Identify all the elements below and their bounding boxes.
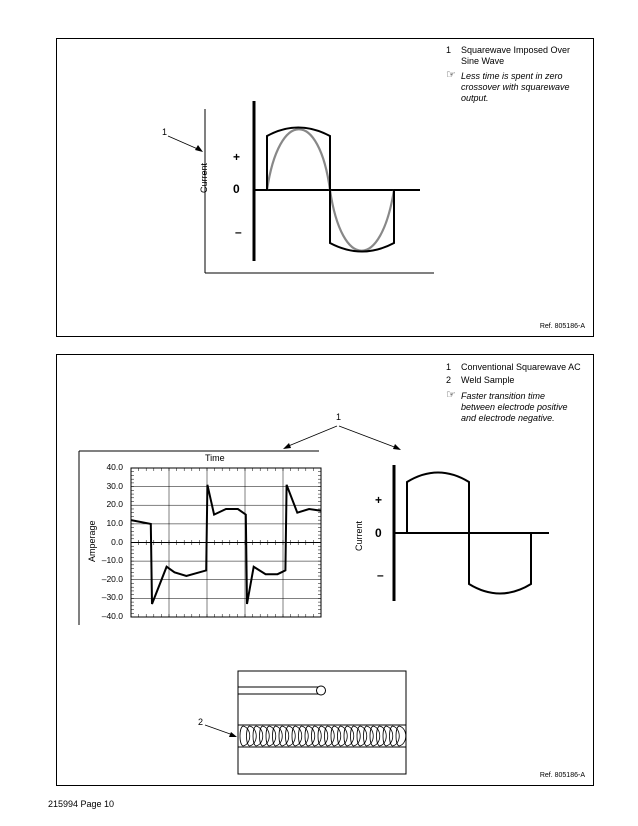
legend-item-number: 1 — [446, 362, 452, 372]
callout-number: 1 — [162, 127, 168, 137]
callout-number-2: 2 — [198, 717, 204, 727]
legend-item-text: Weld Sample — [461, 375, 515, 385]
callout-arrowhead — [195, 145, 203, 152]
note-hand-icon: ☞ — [446, 389, 456, 401]
legend-item-number: 1 — [446, 45, 452, 55]
callout-arrowhead-left — [283, 443, 291, 449]
minus-label: – — [235, 225, 242, 239]
scope-ticks — [131, 468, 321, 617]
y-tick-label: 10.0 — [106, 517, 123, 528]
panel-squarewave-over-sine — [56, 38, 594, 337]
page-footer: 215994 Page 10 — [48, 799, 115, 809]
note-text: Faster transition time between electrode positive and electrode negative. — [461, 391, 568, 423]
y-tick-label: 20.0 — [106, 499, 123, 510]
electrode-tip — [317, 686, 326, 695]
y-tick-label: 0.0 — [111, 536, 123, 547]
reference-number: Ref. 805186-A — [539, 772, 585, 779]
scope-waveform — [131, 485, 321, 604]
callout-arrowhead-right — [393, 444, 401, 450]
reference-number: Ref. 805186-A — [539, 323, 585, 330]
note-text: Less time is spent in zero crossover with squarewave output. — [461, 71, 570, 103]
minus-label: – — [377, 568, 384, 582]
callout-arrow-left — [286, 426, 337, 447]
weld-ripple — [240, 726, 250, 746]
scope-waveform-line — [131, 485, 321, 604]
y-tick-label: –40.0 — [101, 611, 123, 621]
callout-arrow-right — [339, 426, 397, 448]
plus-label: + — [375, 493, 383, 507]
legend-item-text: Squarewave Imposed Over Sine Wave — [461, 45, 571, 66]
zero-label: 0 — [375, 526, 382, 540]
plus-label: + — [233, 150, 241, 164]
weld-bead-ripples — [240, 726, 406, 746]
y-tick-label: 30.0 — [106, 480, 123, 491]
chart-title: Time — [205, 453, 225, 463]
current-axis-label: Current — [199, 162, 209, 193]
callout-arrow — [168, 136, 200, 150]
panel-conventional-squarewave — [56, 354, 594, 786]
legend-item-text: Conventional Squarewave AC — [461, 362, 581, 372]
callout-number-1: 1 — [336, 412, 342, 422]
callout-arrow-2 — [205, 725, 233, 735]
panel2-diagrams — [57, 355, 593, 785]
y-tick-label: –10.0 — [101, 555, 123, 566]
panel1-diagram — [57, 39, 593, 336]
y-tick-label: 40.0 — [106, 462, 123, 472]
zero-label: 0 — [233, 182, 240, 196]
legend-item-number: 2 — [446, 375, 452, 385]
y-tick-label: –30.0 — [101, 592, 123, 603]
chart-ylabel: Amperage — [87, 520, 97, 562]
y-tick-label: –20.0 — [101, 573, 123, 584]
note-hand-icon: ☞ — [446, 69, 456, 81]
right-current-axis-label: Current — [354, 520, 364, 551]
callout-arrowhead-2 — [229, 732, 237, 737]
